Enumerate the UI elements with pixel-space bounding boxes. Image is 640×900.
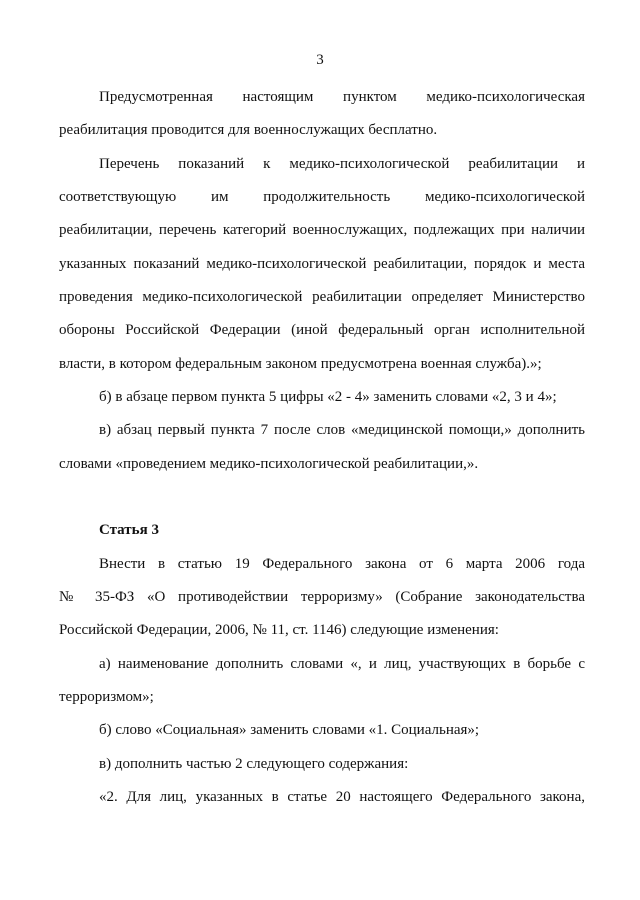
text-line-1: Предусмотренная настоящим пунктом медико-психологическая	[99, 89, 585, 105]
text-line-19: в) дополнить частью 2 следующего содержания:	[99, 756, 409, 772]
text-line-12: словами «проведением медико-психологической реабилитации,».	[59, 456, 479, 472]
text-line-14: № 35-ФЗ «О противодействии терроризму» (Собрание законодательства	[59, 589, 585, 605]
text-line-3: Перечень показаний к медико-психологической реабилитации и	[99, 156, 585, 172]
text-line-2: реабилитация проводится для военнослужащих бесплатно.	[59, 122, 438, 138]
text-line-11: в) абзац первый пункта 7 после слов «медицинской помощи,» дополнить	[99, 422, 585, 438]
text-line-13: Внести в статью 19 Федерального закона от 6 марта 2006 года	[99, 556, 585, 572]
text-line-15: Российской Федерации, 2006, № 11, ст. 1146) следующие изменения:	[59, 622, 499, 638]
page-number: 3	[316, 52, 324, 68]
text-line-8: обороны Российской Федерации (иной федеральный орган исполнительной	[59, 322, 585, 338]
text-line-7: проведения медико-психологической реабилитации определяет Министерство	[59, 289, 585, 305]
text-line-9: власти, в котором федеральным законом предусмотрена военная служба).»;	[59, 356, 542, 372]
text-line-16: а) наименование дополнить словами «, и лиц, участвующих в борьбе с	[99, 656, 585, 672]
text-line-10: б) в абзаце первом пункта 5 цифры «2 - 4» заменить словами «2, 3 и 4»;	[99, 389, 557, 405]
text-line-6: указанных показаний медико-психологической реабилитации, порядок и места	[59, 256, 585, 272]
text-line-5: реабилитации, перечень категорий военнослужащих, подлежащих при наличии	[59, 222, 585, 238]
text-line-18: б) слово «Социальная» заменить словами «1. Социальная»;	[99, 722, 480, 738]
text-line-17: терроризмом»;	[59, 689, 154, 705]
article-heading: Статья 3	[99, 522, 159, 538]
text-line-20: «2. Для лиц, указанных в статье 20 настоящего Федерального закона,	[99, 789, 585, 805]
text-line-4: соответствующую им продолжительность медико-психологической	[59, 189, 585, 205]
